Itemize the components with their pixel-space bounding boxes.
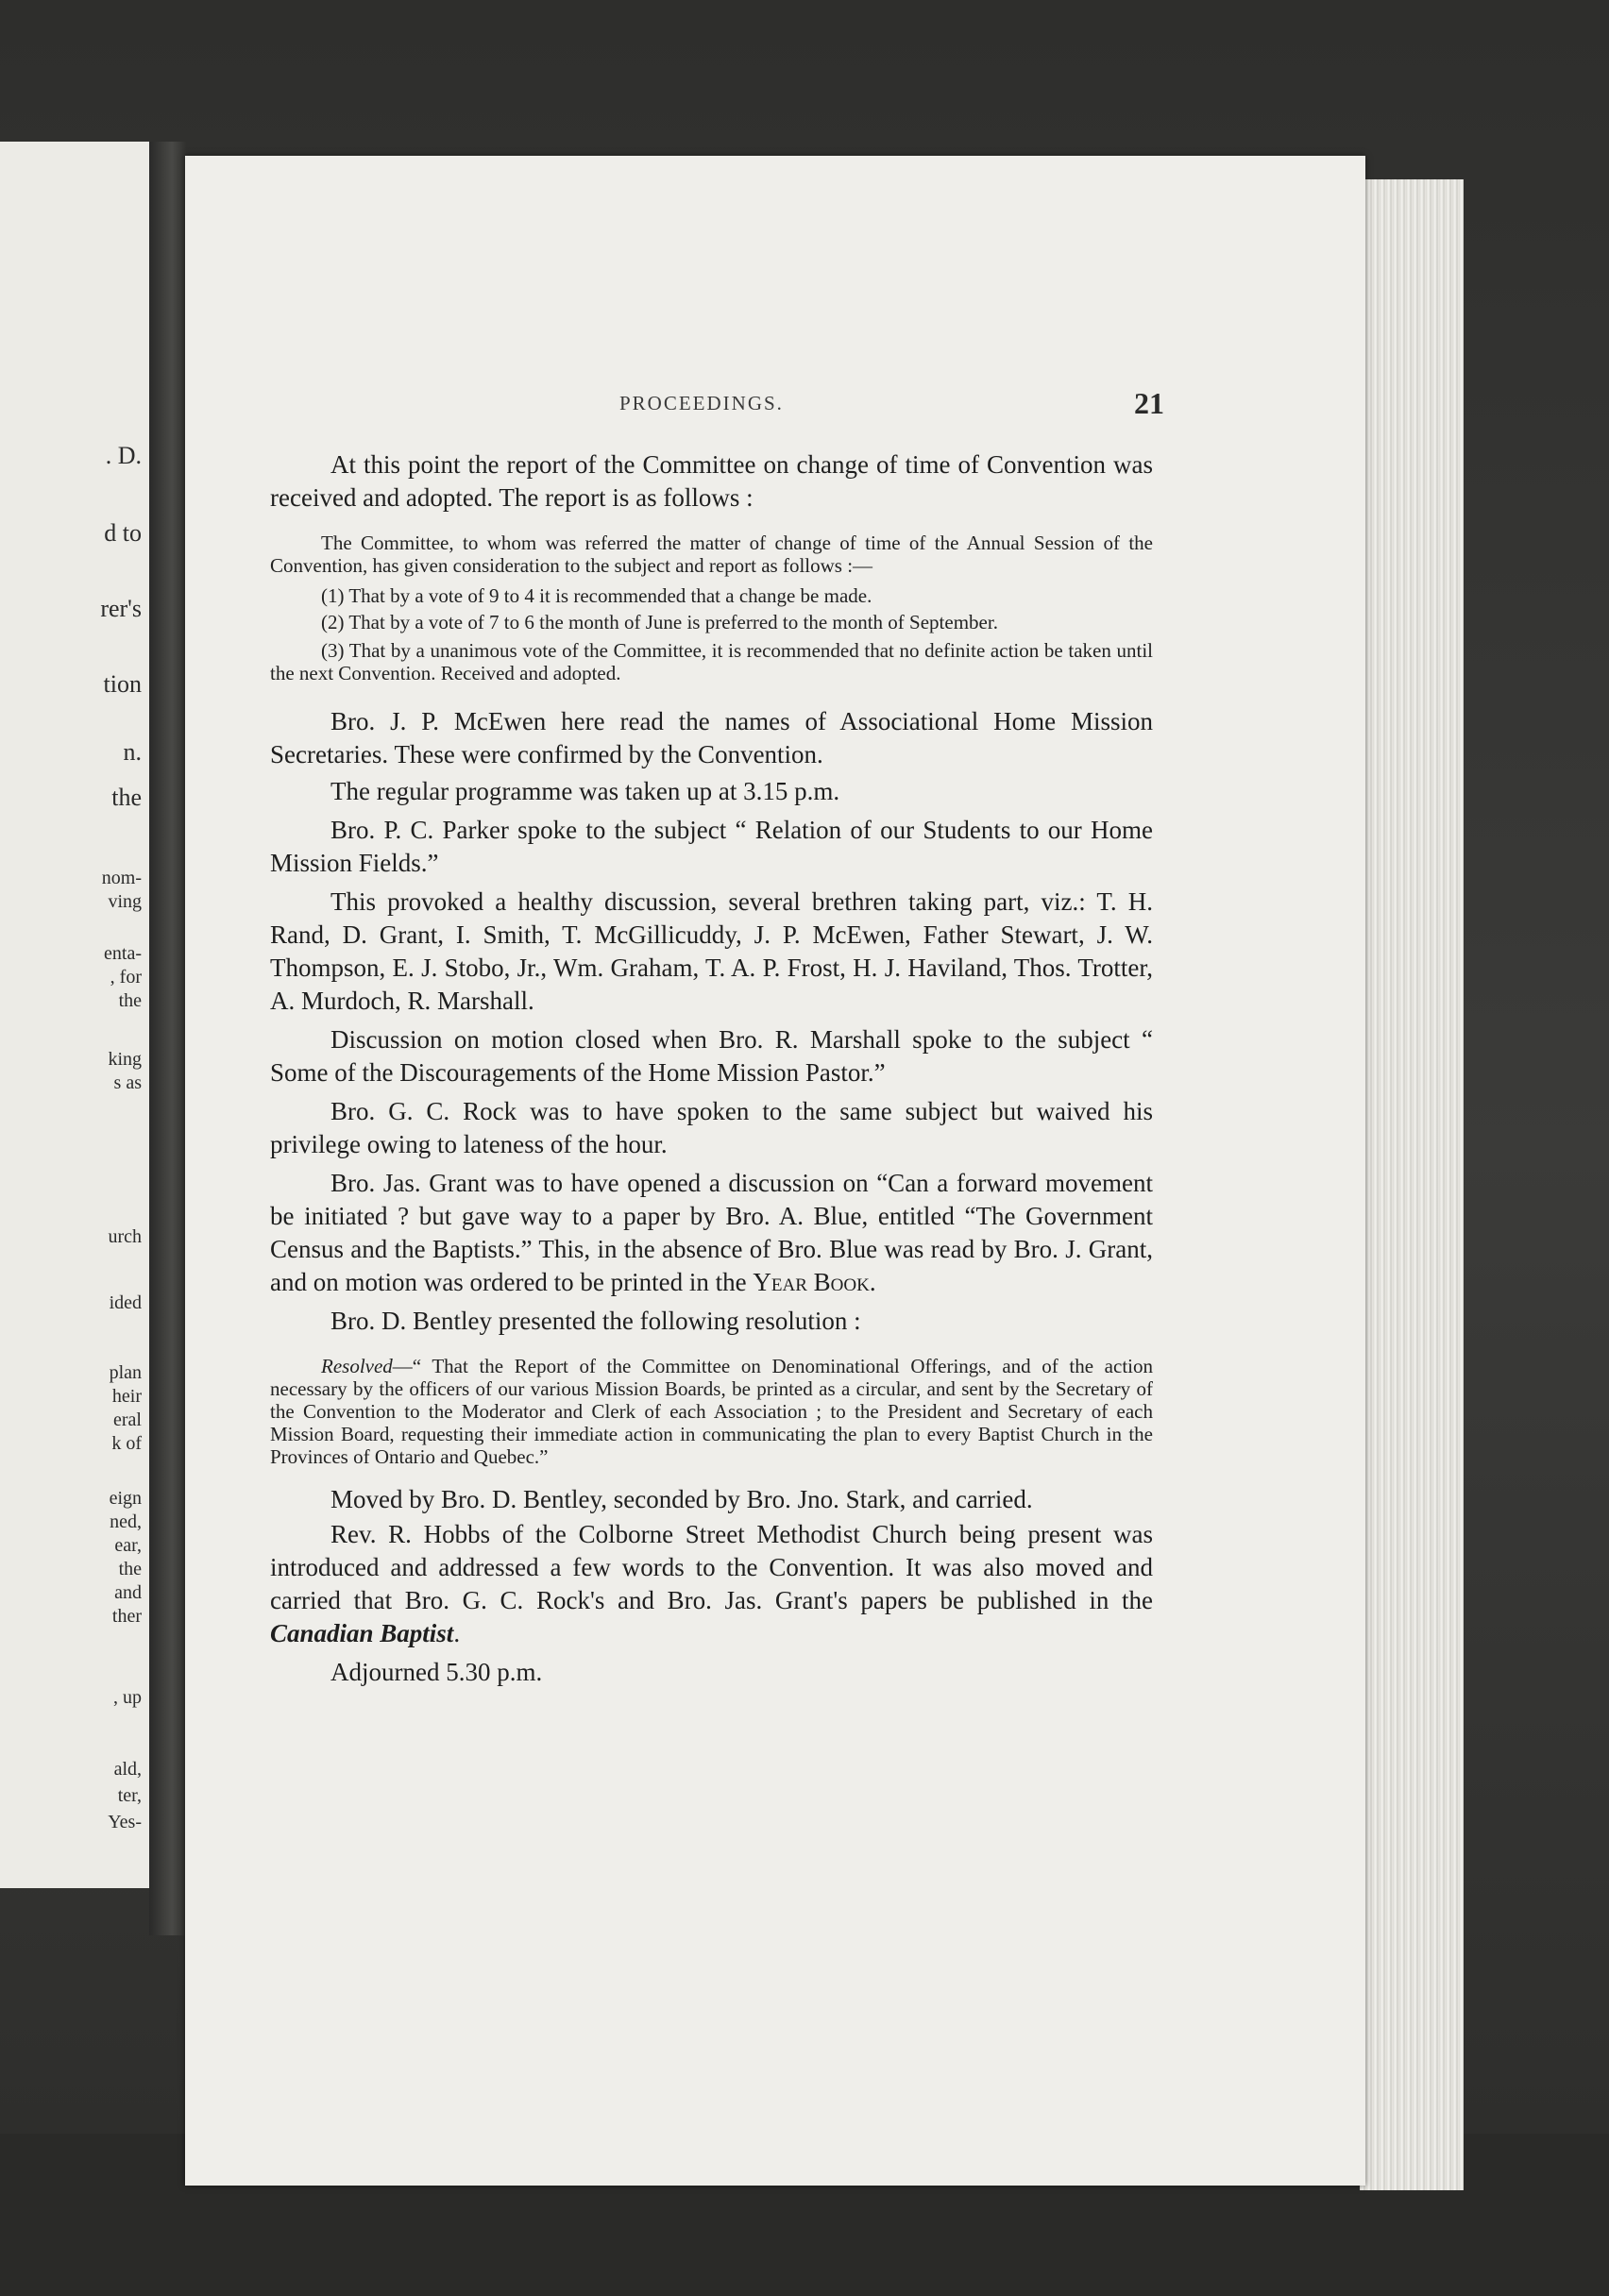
- resolved-label: Resolved: [321, 1355, 393, 1377]
- paragraph-end: .: [869, 1268, 876, 1296]
- paragraph-text: Bro. Jas. Grant was to have opened a discussion on “Can a forward movement be initiated ? but gave way to a paper by Bro. A. Blue, entitled “The Government Census and the Baptists.” This, in the absence of Bro. Blue was read by Bro. J. Grant, and on motion was ordered to be printed in the: [270, 1169, 1153, 1296]
- resolution-text: —“ That the Report of the Committee on Denominational Offerings, and of the action necessary by the officers of our various Mission Boards, be printed as a circular, and sent by the Secretary of the Convention to the Moderator and Clerk of each Association ; to the President and Secretary of each Mission Board, requesting their immediate action in communicating the plan to every Baptist Church in the Provinces of Ontario and Quebec.”: [270, 1355, 1153, 1468]
- left-fragment: , up: [113, 1687, 142, 1708]
- left-fragment: enta-: [104, 943, 142, 964]
- previous-page: [0, 142, 149, 1888]
- report-item: (1) That by a vote of 9 to 4 it is recommended that a change be made.: [321, 584, 872, 607]
- left-fragment: heir: [111, 1386, 142, 1407]
- left-fragment: the: [118, 990, 142, 1011]
- left-fragment: urch: [108, 1226, 142, 1247]
- paragraph: The regular programme was taken up at 3.15 p.m.: [330, 777, 840, 805]
- running-title: PROCEEDINGS.: [619, 392, 784, 414]
- page-body: [270, 448, 1153, 1689]
- book-page: [185, 156, 1365, 2186]
- left-fragment: eign: [109, 1488, 142, 1509]
- report-intro: The Committee, to whom was referred the matter of change of time of the Annual Session of the Convention, has given consideration to the subject and report as follows :—: [270, 532, 1153, 577]
- book-gutter: [149, 142, 187, 1935]
- left-fragment: plan: [109, 1362, 142, 1383]
- left-fragment: rer's: [100, 595, 142, 622]
- paragraph: Bro. G. C. Rock was to have spoken to the same subject but waived his privilege owing to lateness of the hour.: [270, 1097, 1153, 1158]
- left-fragment: , for: [110, 967, 142, 988]
- left-fragment: ald,: [113, 1759, 142, 1780]
- left-fragment: d to: [104, 519, 142, 547]
- newspaper-title: Canadian Baptist: [270, 1619, 454, 1647]
- paragraph: Bro. P. C. Parker spoke to the subject “ Relation of our Students to our Home Mission Fields.”: [270, 816, 1153, 877]
- left-fragment: ving: [108, 891, 142, 912]
- paragraph: [270, 1167, 1153, 1299]
- committee-report: [270, 532, 1153, 684]
- paragraph-end: .: [453, 1619, 461, 1647]
- left-fragment: eral: [113, 1410, 142, 1430]
- paragraph: Discussion on motion closed when Bro. R. Marshall spoke to the subject “ Some of the Discouragements of the Home Mission Pastor.”: [270, 1025, 1153, 1087]
- left-fragment: the: [111, 784, 142, 811]
- left-fragment: ned,: [110, 1511, 142, 1532]
- left-fragment: king: [108, 1049, 142, 1070]
- left-fragment: nom-: [101, 868, 142, 888]
- left-fragment: . D.: [105, 442, 142, 469]
- left-fragment: and: [114, 1582, 142, 1603]
- left-fragment: k of: [111, 1433, 142, 1454]
- paragraph: At this point the report of the Committee on change of time of Convention was received and adopted. The report is as follows :: [270, 450, 1153, 512]
- left-fragment: the: [118, 1559, 142, 1579]
- paragraph: [270, 1518, 1153, 1650]
- paragraph: Adjourned 5.30 p.m.: [330, 1658, 543, 1686]
- paragraph: Moved by Bro. D. Bentley, seconded by Bro. Jno. Stark, and carried.: [330, 1485, 1033, 1513]
- paragraph: This provoked a healthy discussion, several brethren taking part, viz.: T. H. Rand, D. Grant, I. Smith, T. McGillicuddy, J. P. McEwen, Father Stewart, J. W. Thompson, E. J. Stobo, Jr., Wm. Graham, T. A. P. Frost, H. J. Haviland, Thos. Trotter, A. Murdoch, R. Marshall.: [270, 887, 1153, 1015]
- left-fragment: Yes-: [108, 1812, 142, 1832]
- page-header: [185, 386, 1365, 430]
- book-title: Year Book: [753, 1268, 870, 1296]
- left-fragment: ided: [109, 1292, 142, 1313]
- page-number: 21: [1134, 386, 1164, 420]
- report-item: (2) That by a vote of 7 to 6 the month of June is preferred to the month of September.: [321, 611, 998, 633]
- left-fragment: ter,: [117, 1785, 142, 1806]
- left-fragment: n.: [123, 738, 142, 766]
- left-fragment: s as: [113, 1072, 142, 1093]
- paragraph-text: Rev. R. Hobbs of the Colborne Street Methodist Church being present was introduced and addressed a few words to the Convention. It was also moved and carried that Bro. G. C. Rock's and Bro. Jas. Grant's papers be published in the: [270, 1520, 1153, 1614]
- paragraph: Bro. D. Bentley presented the following resolution :: [330, 1307, 861, 1335]
- page-edges: [1360, 179, 1464, 2190]
- left-fragment: ther: [111, 1606, 142, 1627]
- left-fragment: tion: [103, 670, 142, 698]
- paragraph: Bro. J. P. McEwen here read the names of Associational Home Mission Secretaries. These were confirmed by the Convention.: [270, 707, 1153, 768]
- resolution: [270, 1355, 1153, 1468]
- report-item: (3) That by a unanimous vote of the Committee, it is recommended that no definite action be taken until the next Convention. Received and adopted.: [270, 639, 1153, 684]
- left-fragment: ear,: [114, 1535, 142, 1556]
